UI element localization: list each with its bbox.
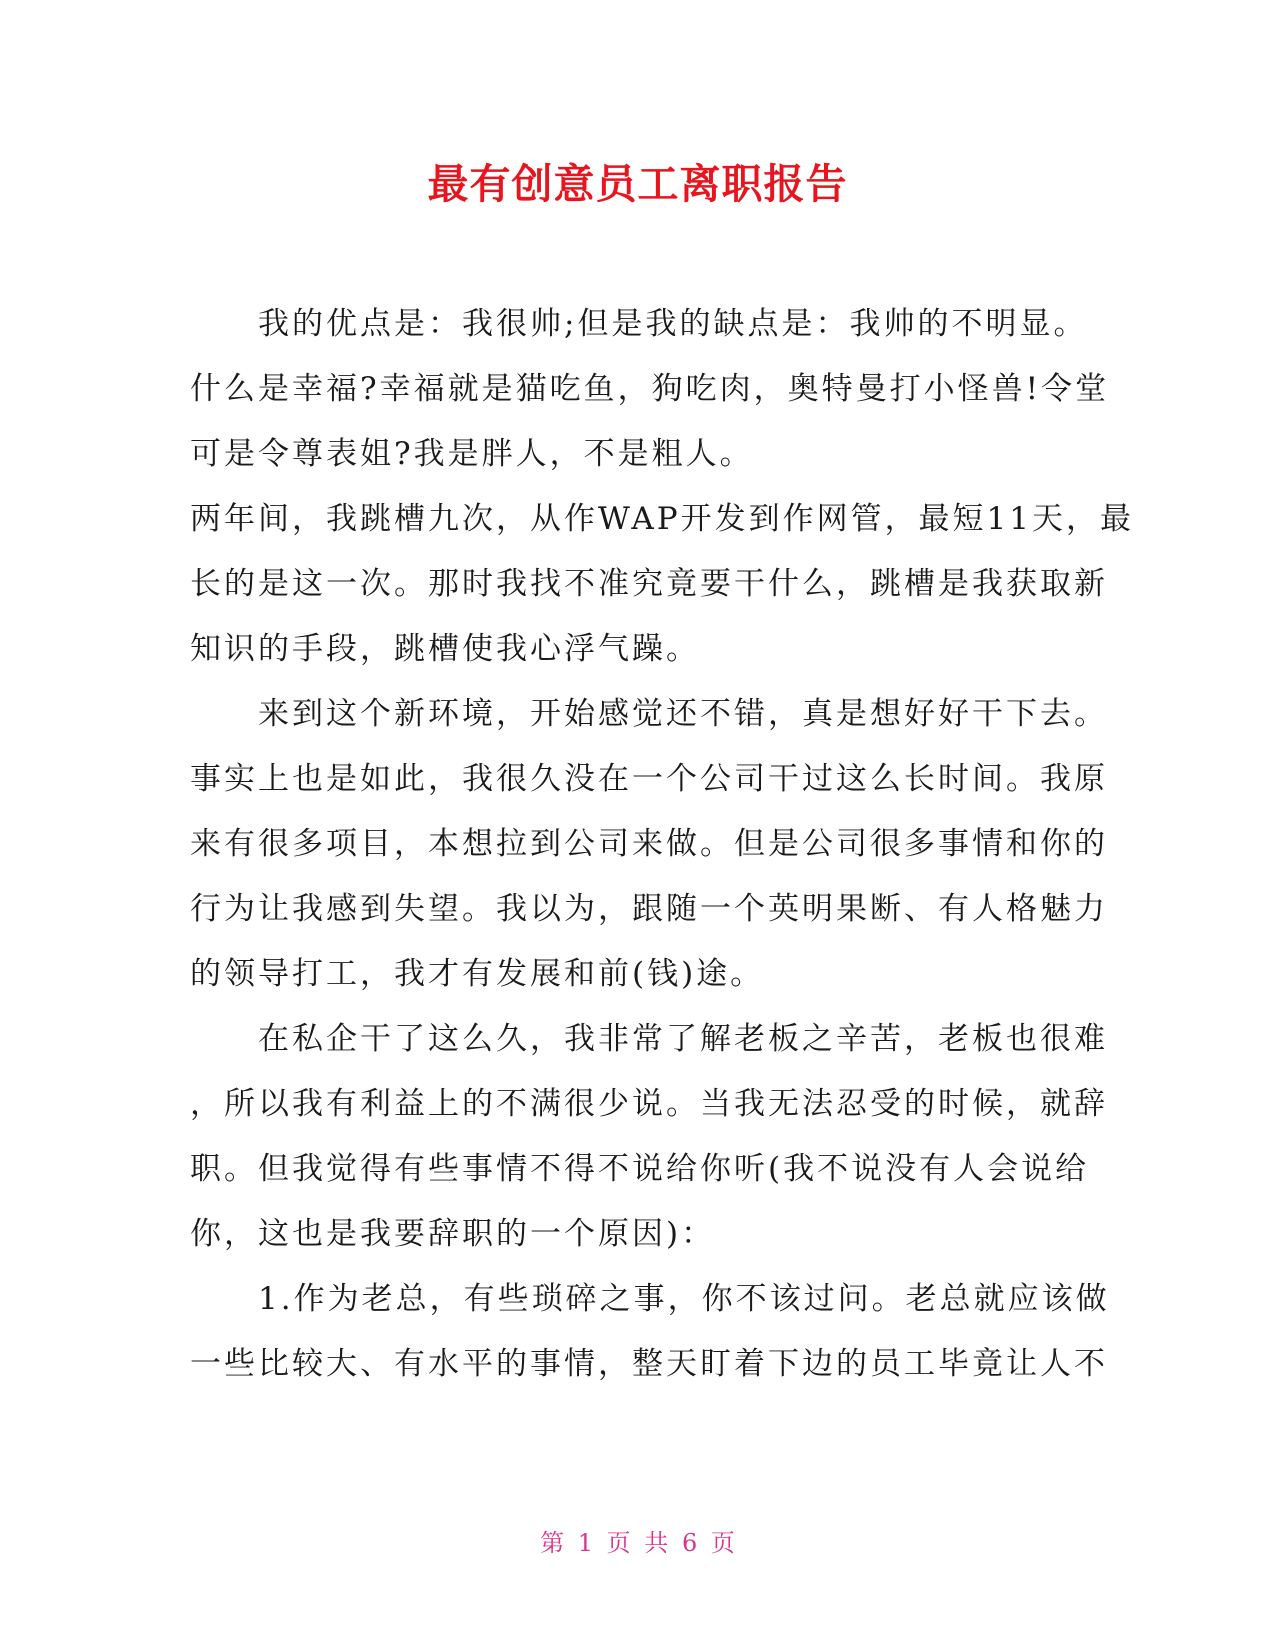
text-line: 可是令尊表姐?我是胖人，不是粗人。 (190, 436, 754, 472)
text-line: 知识的手段，跳槽使我心浮气躁。 (190, 631, 700, 667)
text-line: ，所以我有利益上的不满很少说。当我无法忍受的时候，就辞 (190, 1086, 1108, 1122)
text-line: 来有很多项目，本想拉到公司来做。但是公司很多事情和你的 (190, 826, 1108, 862)
text-line: 我的优点是：我很帅;但是我的缺点是：我帅的不明显。 (190, 306, 1088, 342)
text-line: 什么是幸福?幸福就是猫吃鱼，狗吃肉，奥特曼打小怪兽!令堂 (190, 371, 1110, 407)
text-line: 行为让我感到失望。我以为，跟随一个英明果断、有人格魅力 (190, 891, 1108, 927)
text-line: 事实上也是如此，我很久没在一个公司干过这么长时间。我原 (190, 761, 1108, 797)
text-line: 一些比较大、有水平的事情，整天盯着下边的员工毕竟让人不 (190, 1346, 1108, 1382)
document-body (190, 292, 1135, 1397)
text-line: 的领导打工，我才有发展和前(钱)途。 (190, 956, 765, 992)
text-line: 你，这也是我要辞职的一个原因)： (190, 1216, 716, 1252)
page-number-footer: 第 1 页 共 6 页 (540, 1529, 735, 1557)
text-line: 两年间，我跳槽九次，从作WAP开发到作网管，最短11天，最 (190, 501, 1135, 537)
text-line: 1.作为老总，有些琐碎之事，你不该过问。老总就应该做 (190, 1281, 1110, 1317)
text-line: 来到这个新环境，开始感觉还不错，真是想好好干下去。 (190, 696, 1108, 732)
text-line: 长的是这一次。那时我找不准究竟要干什么，跳槽是我获取新 (190, 566, 1108, 602)
text-line: 职。但我觉得有些事情不得不说给你听(我不说没有人会说给 (190, 1151, 1090, 1187)
document-title: 最有创意员工离职报告 (427, 160, 848, 208)
text-line: 在私企干了这么久，我非常了解老板之辛苦，老板也很难 (190, 1021, 1108, 1057)
